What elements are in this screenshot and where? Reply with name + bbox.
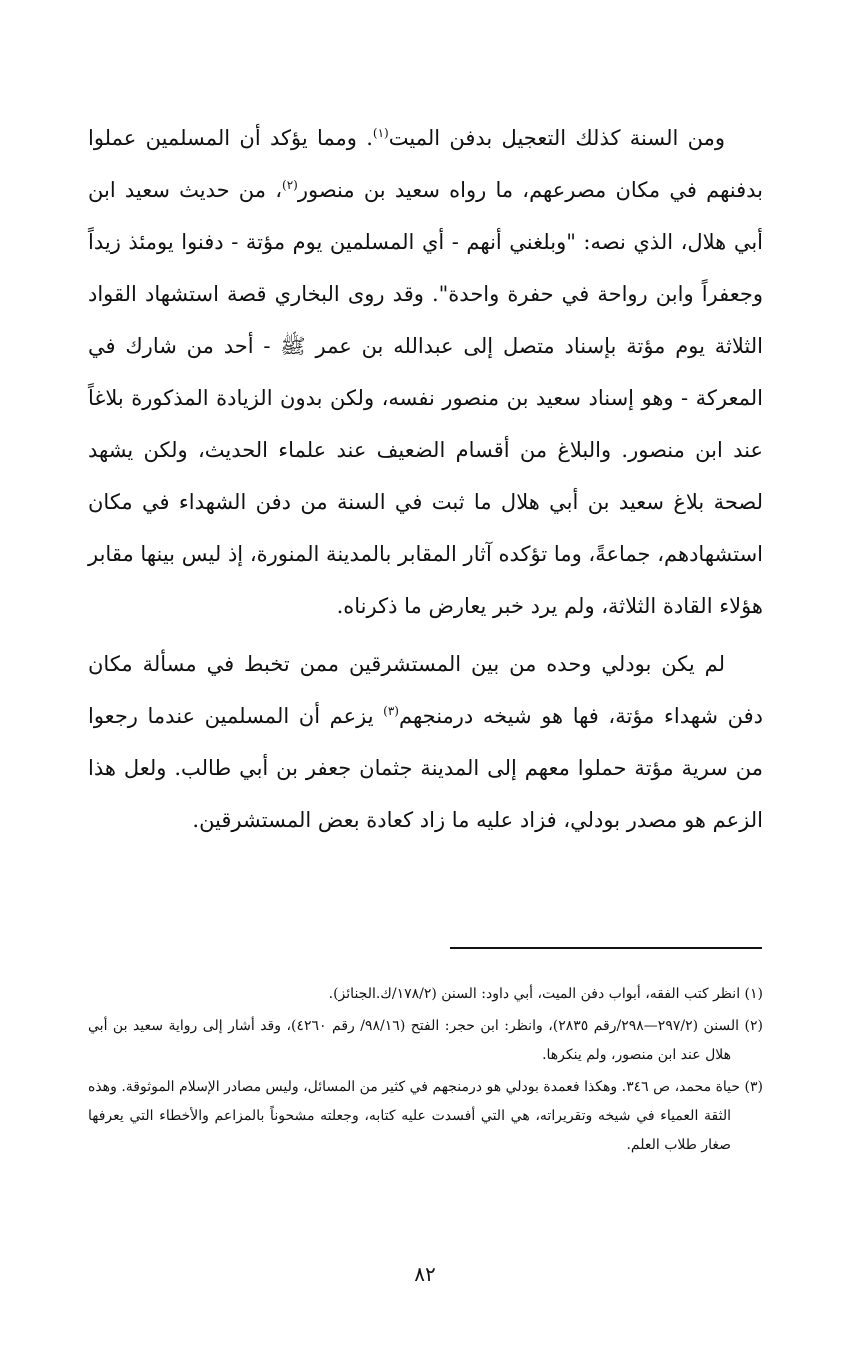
page-number: ٨٢	[414, 1262, 436, 1286]
footnote-ref-2: (٢)	[282, 178, 298, 192]
footnote-ref-3: (٣)	[383, 704, 399, 718]
footnotes	[88, 980, 763, 1163]
footnote-ref-1: (١)	[372, 126, 389, 140]
paragraph-2-text: لم يكن بودلي وحده من بين المستشرقين ممن تخبط في مسألة مكان دفن شهداء مؤتة، فها هو شيخه درمنجهم	[88, 652, 763, 728]
paragraph-1-text: ، من حديث سعيد ابن أبي هلال، الذي نصه: "وبلغني أنهم - أي المسلمين يوم مؤتة - دفنوا يومئذ زيداً وجعفراً وابن رواحة في حفرة واحدة". وقد روى البخاري قصة استشهاد القواد الثلاثة يوم مؤتة بإسناد متصل إلى عبدالله بن عمر ﷺ - أحد من شارك في المعركة - وهو إسناد سعيد بن منصور نفسه، ولكن بدون الزيادة المذكورة بلاغاً عند ابن منصور. والبلاغ من أقسام الضعيف عند علماء الحديث، ولكن يشهد لصحة بلاغ سعيد بن أبي هلال ما ثبت في السنة من دفن الشهداء في مكان استشهادهم، جماعةً، وما تؤكده آثار المقابر بالمدينة المنورة، إذ ليس بينها مقابر هؤلاء القادة الثلاثة، ولم يرد خبر يعارض ما ذكرناه.	[88, 178, 763, 618]
footnote-separator	[450, 947, 762, 949]
footnote-2: (٢) السنن (٢٩٧/٢—٢٩٨/رقم ٢٨٣٥)، وانظر: ابن حجر: الفتح (٩٨/١٦/ رقم ٤٢٦٠)، وقد أشار إلى رواية سعيد بن أبي هلال عند ابن منصور، ولم ينكرها.	[88, 1018, 763, 1063]
paragraph-1	[88, 112, 763, 632]
paragraph-1-text: . ومما يؤكد أن المسلمين عملوا بدفنهم في مكان مصرعهم، ما رواه سعيد بن منصور	[88, 126, 763, 202]
paragraph-1-text: ومن السنة كذلك التعجيل بدفن الميت	[388, 126, 726, 150]
footnote-1: (١) انظر كتب الفقه، أبواب دفن الميت، أبي داود: السنن (١٧٨/٢/ك.الجنائز).	[328, 986, 763, 1002]
main-text	[88, 112, 763, 852]
paragraph-2	[88, 638, 763, 846]
paragraph-2-text: يزعم أن المسلمين عندما رجعوا من سرية مؤتة حملوا معهم إلى المدينة جثمان جعفر بن أبي طالب. ولعل هذا الزعم هو مصدر بودلي، فزاد عليه ما زاد كعادة بعض المستشرقين.	[88, 704, 763, 832]
footnote-3: (٣) حياة محمد، ص ٣٤٦. وهكذا فعمدة بودلي هو درمنجهم في كثير من المسائل، وليس مصادر الإسلام الموثوقة. وهذه الثقة العمياء في شيخه وتقريراته، هي التي أفسدت عليه كتابه، وجعلته مشحوناً بالمزاعم والأخطاء التي يعرفها صغار طلاب العلم.	[88, 1079, 763, 1153]
